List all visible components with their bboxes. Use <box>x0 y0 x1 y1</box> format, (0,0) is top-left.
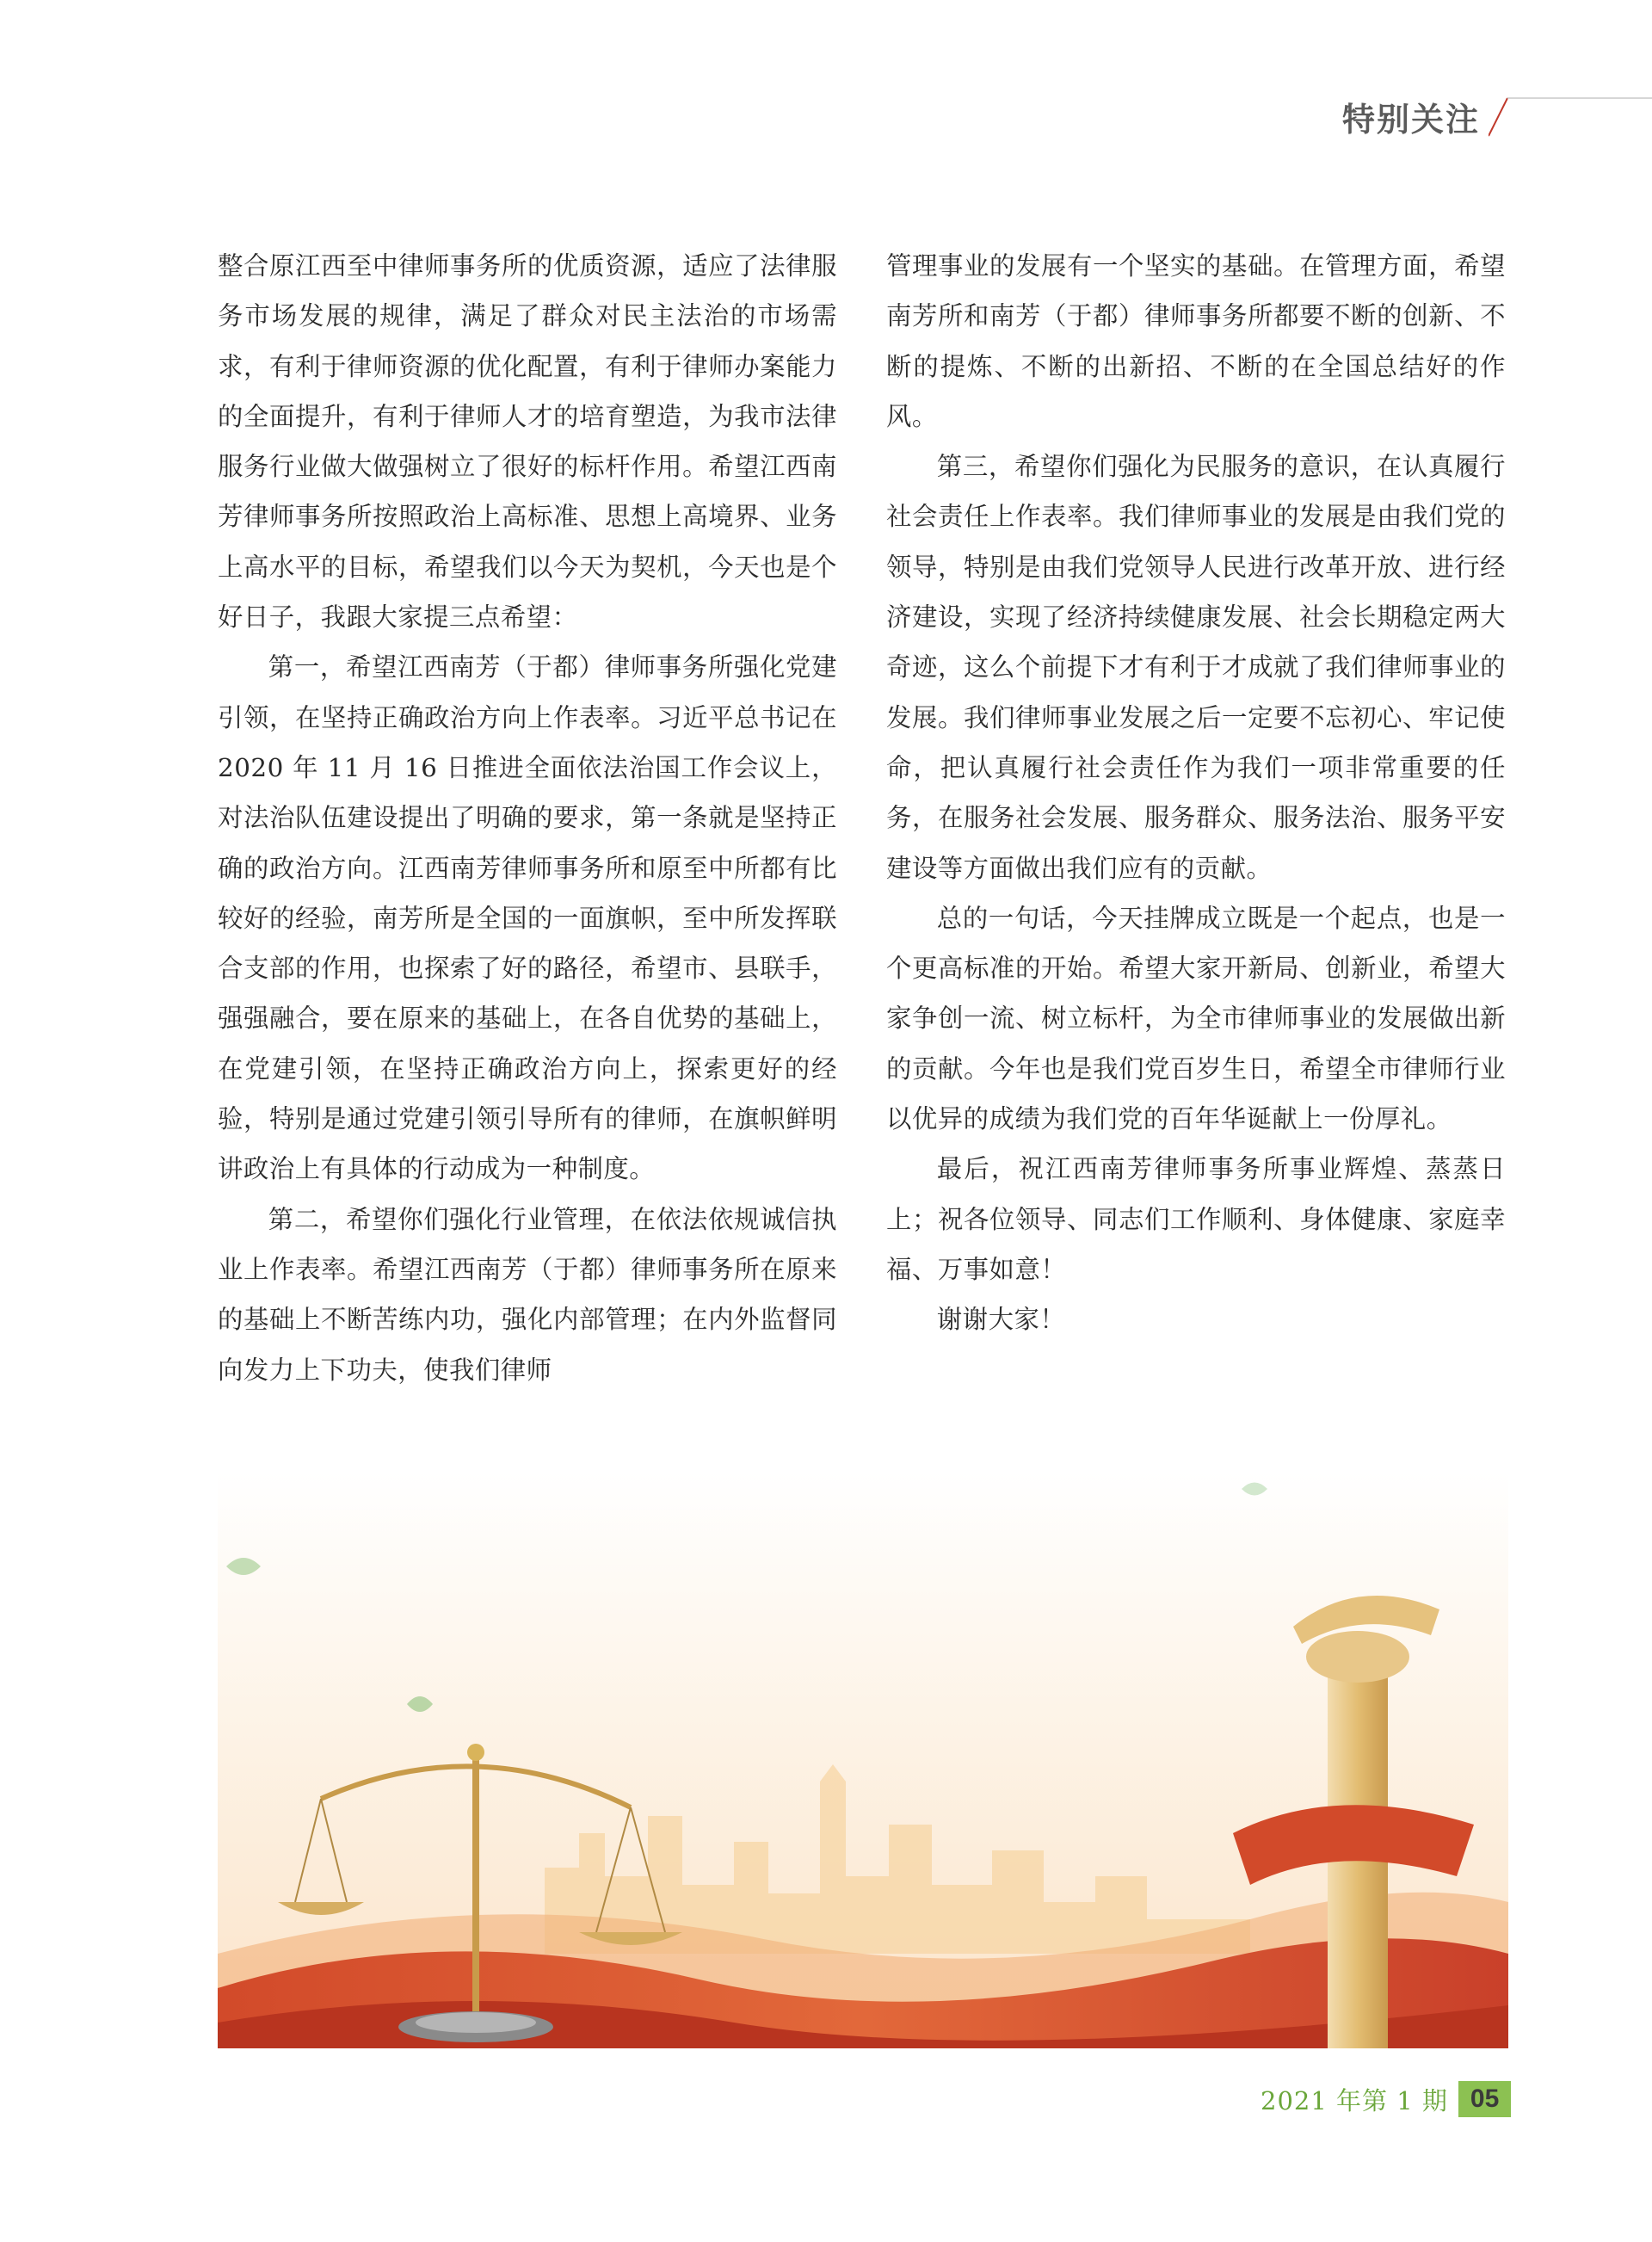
paragraph: 最后，祝江西南芳律师事务所事业辉煌、蒸蒸日上；祝各位领导、同志们工作顺利、身体健康、家庭幸福、万事如意！ <box>886 1154 1506 1284</box>
section-title: 特别关注 <box>1342 101 1481 139</box>
page-footer <box>1261 2081 1511 2117</box>
paragraph: 第一，希望江西南芳（于都）律师事务所强化党建引领，在坚持正确政治方向上作表率。习近平总书记在 2020 年 11 月 16 日推进全面依法治国工作会议上，对法治队伍建设提出了明确的要求，第一条就是坚持正确的政治方向。江西南芳律师事务所和原至中所都有比较好的经验，南芳所是全国的一面旗帜，至中所发挥联合支部的作用，也探索了好的路径，希望市、县联手，强强融合，要在原来的基础上，在各自优势的基础上，在党建引领，在坚持正确政治方向上，探索更好的经验，特别是通过党建引领引导所有的律师，在旗帜鲜明讲政治上有具体的行动成为一种制度。 <box>218 652 837 1184</box>
section-header <box>1342 93 1480 140</box>
paragraph: 第三，希望你们强化为民服务的意识，在认真履行社会责任上作表率。我们律师事业的发展是由我们党的领导，特别是由我们党领导人民进行改革开放、进行经济建设，实现了经济持续健康发展、社会长期稳定两大奇迹，这么个前提下才有利于才成就了我们律师事业的发展。我们律师事业发展之后一定要不忘初心、牢记使命，把认真履行社会责任作为我们一项非常重要的任务，在服务社会发展、服务群众、服务法治、服务平安建设等方面做出我们应有的贡献。 <box>886 452 1506 883</box>
paragraph: 整合原江西至中律师事务所的优质资源，适应了法律服务市场发展的规律，满足了群众对民主法治的市场需求，有利于律师资源的优化配置，有利于律师办案能力的全面提升，有利于律师人才的培育塑造，为我市法律服务行业做大做强树立了很好的标杆作用。希望江西南芳律师事务所按照政治上高标准、思想上高境界、业务上高水平的目标，希望我们以今天为契机，今天也是个好日子，我跟大家提三点希望： <box>218 251 837 633</box>
page-number: 05 <box>1458 2081 1511 2117</box>
left-column <box>218 241 837 1395</box>
right-column <box>886 241 1506 1345</box>
decorative-illustration <box>218 1472 1508 2048</box>
paragraph: 谢谢大家！ <box>936 1305 1066 1335</box>
paragraph: 总的一句话，今天挂牌成立既是一个起点，也是一个更高标准的开始。希望大家开新局、创新业，希望大家争创一流、树立标杆，为全市律师事业的发展做出新的贡献。今年也是我们党百岁生日，希望全市律师行业以优异的成绩为我们党的百年华诞献上一份厚礼。 <box>886 903 1506 1134</box>
header-rule <box>1489 96 1652 138</box>
issue-label: 2021 年第 1 期 <box>1261 2085 1448 2115</box>
paragraph: 管理事业的发展有一个坚实的基础。在管理方面，希望南芳所和南芳（于都）律师事务所都要不断的创新、不断的提炼、不断的出新招、不断的在全国总结好的作风。 <box>886 251 1506 431</box>
paragraph: 第二，希望你们强化行业管理，在依法依规诚信执业上作表率。希望江西南芳（于都）律师事务所在原来的基础上不断苦练内功，强化内部管理；在内外监督同向发力上下功夫，使我们律师 <box>218 1204 837 1385</box>
